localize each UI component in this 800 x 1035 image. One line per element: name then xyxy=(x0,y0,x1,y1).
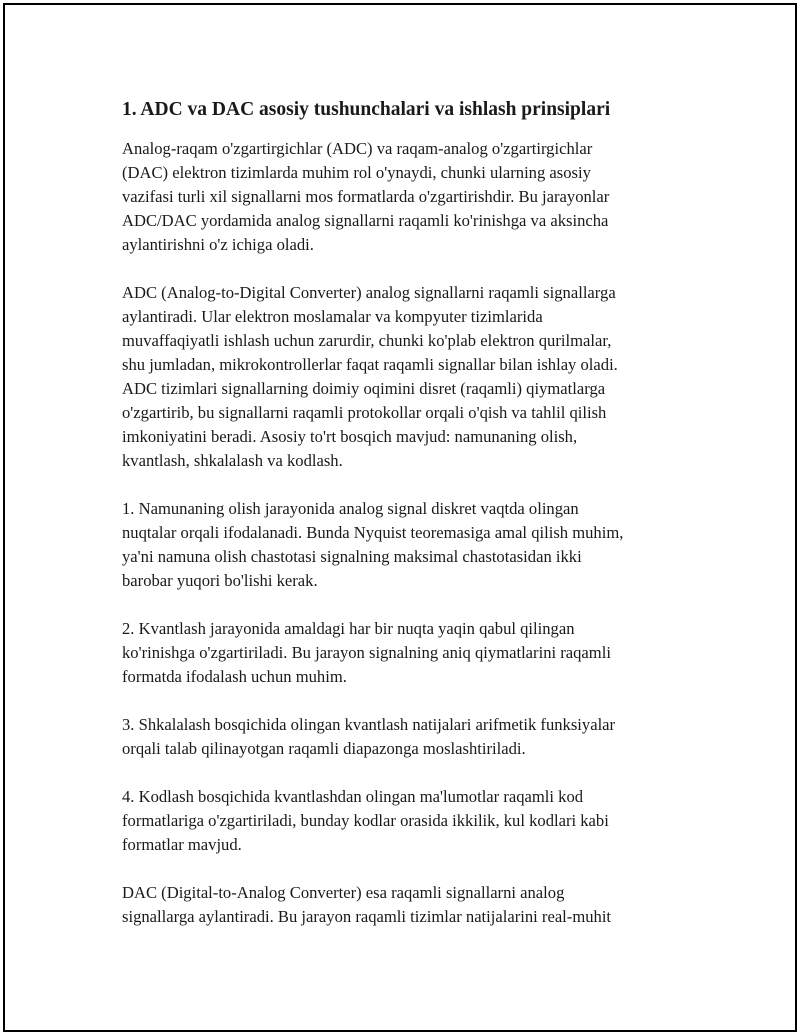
paragraph xyxy=(122,713,702,761)
text-line: ko'rinishga o'zgartiriladi. Bu jarayon signalning aniq qiymatlarini raqamli xyxy=(122,643,611,662)
paragraph xyxy=(122,617,702,689)
paragraph xyxy=(122,281,702,473)
text-line: kvantlash, shkalalash va kodlash. xyxy=(122,451,343,470)
text-line: orqali talab qilinayotgan raqamli diapazonga moslashtiriladi. xyxy=(122,739,526,758)
paragraph-list xyxy=(122,137,702,929)
text-line: formatlar mavjud. xyxy=(122,835,242,854)
paragraph xyxy=(122,785,702,857)
text-line: barobar yuqori bo'lishi kerak. xyxy=(122,571,318,590)
text-line: aylantiradi. Ular elektron moslamalar va kompyuter tizimlarida xyxy=(122,307,543,326)
text-line: ADC/DAC yordamida analog signallarni raqamli ko'rinishga va aksincha xyxy=(122,211,609,230)
paragraph xyxy=(122,497,702,593)
text-line: nuqtalar orqali ifodalanadi. Bunda Nyquist teoremasiga amal qilish muhim, xyxy=(122,523,624,542)
text-line: ADC tizimlari signallarning doimiy oqimini disret (raqamli) qiymatlarga xyxy=(122,379,606,398)
text-line: formatlariga o'zgartiriladi, bunday kodlar orasida ikkilik, kul kodlari kabi xyxy=(122,811,609,830)
text-line: muvaffaqiyatli ishlash uchun zarurdir, chunki ko'plab elektron qurilmalar, xyxy=(122,331,612,350)
text-line: vazifasi turli xil signallarni mos formatlarda o'zgartirishdir. Bu jarayonlar xyxy=(122,187,610,206)
text-line: signallarga aylantiradi. Bu jarayon raqamli tizimlar natijalarini real-muhit xyxy=(122,907,612,926)
text-line: Analog-raqam o'zgartirgichlar (ADC) va raqam-analog o'zgartirgichlar xyxy=(122,139,593,158)
text-line: imkoniyatini beradi. Asosiy to'rt bosqich mavjud: namunaning olish, xyxy=(122,427,578,446)
text-line: ADC (Analog-to-Digital Converter) analog signallarni raqamli signallarga xyxy=(122,283,616,302)
text-line: aylantirishni o'z ichiga oladi. xyxy=(122,235,314,254)
text-line: shu jumladan, mikrokontrollerlar faqat raqamli signallar bilan ishlay oladi. xyxy=(122,355,618,374)
text-line: formatda ifodalash uchun muhim. xyxy=(122,667,347,686)
text-line: 3. Shkalalash bosqichida olingan kvantlash natijalari arifmetik funksiyalar xyxy=(122,715,616,734)
text-line: (DAC) elektron tizimlarda muhim rol o'ynaydi, chunki ularning asosiy xyxy=(122,163,591,182)
text-line: 4. Kodlash bosqichida kvantlashdan olingan ma'lumotlar raqamli kod xyxy=(122,787,584,806)
paragraph xyxy=(122,137,702,257)
text-line: 2. Kvantlash jarayonida amaldagi har bir nuqta yaqin qabul qilingan xyxy=(122,619,575,638)
section-heading: 1. ADC va DAC asosiy tushunchalari va ishlash prinsiplari xyxy=(122,99,611,120)
text-line: DAC (Digital-to-Analog Converter) esa raqamli signallarni analog xyxy=(122,883,565,902)
text-line: ya'ni namuna olish chastotasi signalning maksimal chastotasidan ikki xyxy=(122,547,582,566)
paragraph xyxy=(122,881,702,929)
text-line: 1. Namunaning olish jarayonida analog signal diskret vaqtda olingan xyxy=(122,499,579,518)
document-body xyxy=(122,97,702,953)
page-frame xyxy=(3,3,797,1032)
text-line: o'zgartirib, bu signallarni raqamli protokollar orqali o'qish va tahlil qilish xyxy=(122,403,607,422)
